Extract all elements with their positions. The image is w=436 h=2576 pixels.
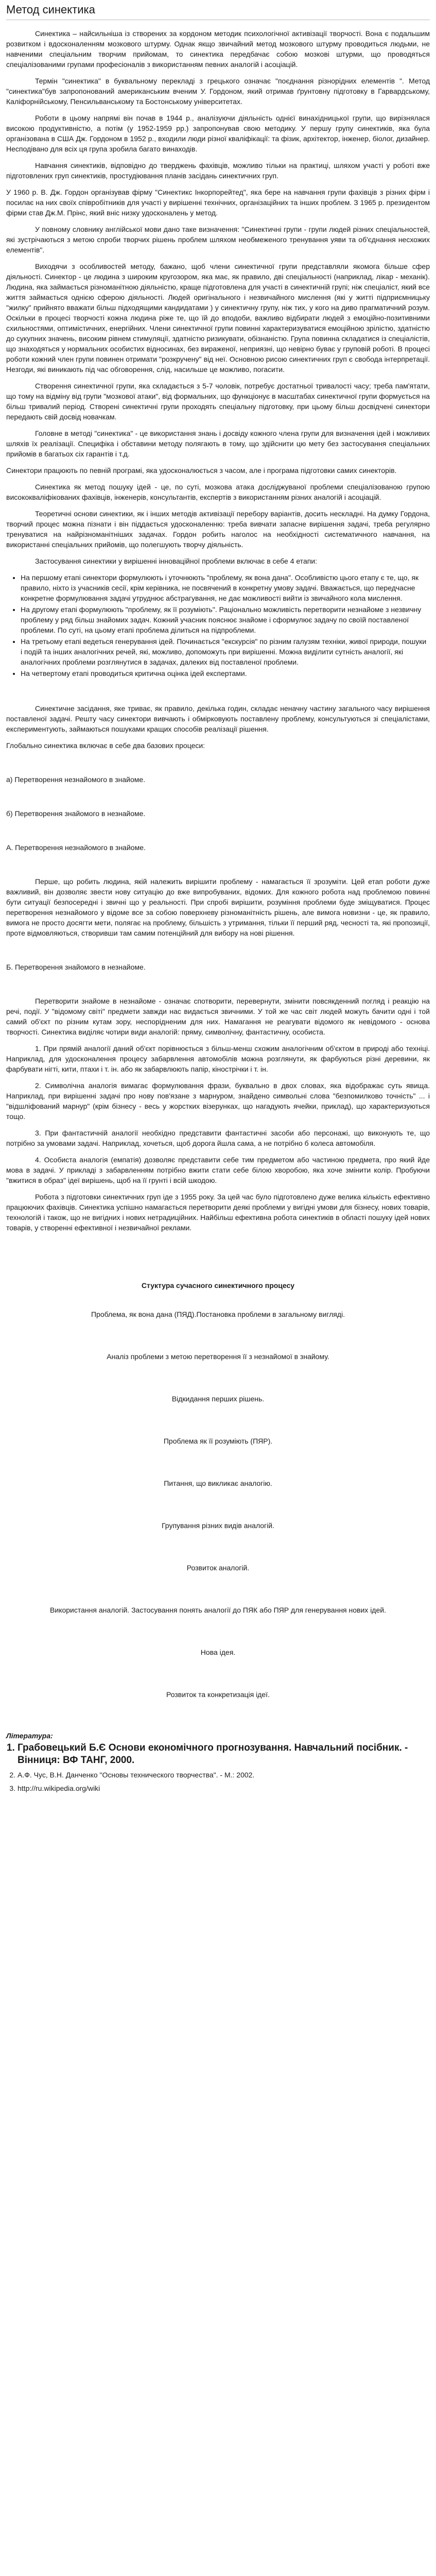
paragraph: 2. Символічна аналогія вимагає формулювання фрази, буквально в двох словах, яка відображає суть явища. Наприклад, при вирішенні задачі про нову пов'язане з марнуром, знайдено символьні слова "безпомилково точність" ... і "відшліфований марнур" (крім бізнесу - весь у жорстких візерунках, що нагадують ячейки, приклад), що характеризуються тощо. (6, 1081, 430, 1121)
structure-step: Використання аналогій. Застосування понять аналогії до ПЯК або ПЯР для генерування нових ідей. (50, 1606, 386, 1614)
paragraph: У повному словнику англійської мови дано таке визначення: "Синектичні групи - групи людей різних спеціальностей, які зустрічаються з метою спроби творчих рішень проблем шляхом необмеженого тренування уяви та об'єднання несхожих елементів". (6, 225, 430, 254)
structure-step: Аналіз проблеми з метою перетворення її з незнайомої в знайому. (107, 1352, 329, 1361)
paragraph: Створення синектичної групи, яка складається з 5-7 чоловік, потребує достатньої тривалості часу; треба пам'ятати, що тому на відміну від групи "мозкової атаки", від формальних, що функціонує в масштабах синектичної групи формується на більш тривалий період. Створені синектичні групи проходять спеціальну підготовку, при цьому більш досвідчені синектори передають свій досвід новачкам. (6, 382, 430, 421)
literature-item: 2. А.Ф. Чус, В.Н. Данченко "Основы технического творчества". - М.: 2002. (18, 1770, 430, 1780)
structure-steps (6, 1309, 430, 1700)
structure-step: Групування різних видів аналогій. (162, 1521, 274, 1530)
paragraph: б) Перетворення знайомого в незнайоме. (6, 809, 146, 818)
paragraph: 3. При фантастичній аналогії необхідно представити фантастичні засоби або персонажі, що виконують те, що потрібно за умовами задачі. Наприклад, хочеться, щоб дорога йшла сама, а не потрібно б колеса автомобіля. (6, 1129, 430, 1147)
paragraph: Головне в методі "синектика" - це використання знань і досвіду кожного члена групи для визначення ідей і можливих шляхів їх реалізації. Специфіка і обставини методу полягають в тому, що здійснити цю мету без застосування спеціальних прийомів в багатьох сіх гарантів і т.д. (6, 429, 430, 458)
paragraph: Теоретичні основи синектики, як і інших методів активізації перебору варіантів, досить нескладні. На думку Гордона, творчий процес можна пізнати і він піддається удосконаленню: треба вивчати запасне вирішення задачі, треба регулярно тренуватися на найрізноманітніших задачах. Гордон робить наголос на необхідності систематичного навчання, на використанні спеціальних прийомів, що полегшують творчу діяльність. (6, 510, 430, 549)
paragraph: 1. При прямій аналогії даний об'єкт порівнюється з більш-менш схожим аналогічним об'єктом в природі або техніці. Наприклад, для удосконалення процесу забарвлення автомобілів можна розглянути, як фарбуються різні деревини, як фарбувати нігті, кити, птахи і т. ін. або як забарвлюють папір, кінострічки і т. ін. (6, 1044, 430, 1073)
literature-heading: Література: (6, 1732, 53, 1740)
paragraph: Виходячи з особливостей методу, бажано, щоб члени синектичної групи представляли якомога більше сфер діяльності. Синектор - це людина з широким кругозором, яка має, як правило, дві спеціальності (наприклад, лікар - механік). Людина, яка займається різноманітною діяльністю, краще підготовлена для участі в синектичній групі; ніж спеціаліст, який все життя займається однією сферою діяльності. Людей оригінального і незвичайного мислення (які у житті підприємницьку "жилку" прийнято вважати більш підходящими кандидатами ) у синектичну групу, ніж тих, у кого на диво прагматичний розум. Оскільки в процесі творчості кожна людина ріже те, що їй до вподоби, важливо відбирати людей з емоційно-позитивними схильностями, оптимістичних, енергійних. Члени синектичної групи повинні характеризуватися емоційною зрілістю, здатністю до сукупних значень, високим рівнем стимуляції, здатністю ризикувати, обізнаністю. Група повинна складатися із спеціалістів, що знаходяться у нормальних особистих відносинах, без вираженої, неприязні, що невірно буває у груповій роботі. В процесі роботи кожний член групи повинен отримати "розкручену" від неї. Основною рисою синектичних груп є свобода інтерпретації. Незгоди, які виникають під час обговорення, слід, насильше це можливо, погасити. (6, 262, 430, 374)
paragraph: 4. Особиста аналогія (емпатія) дозволяє представити себе тим предметом або частиною предмета, про який йде мова в задачі. У прикладі з забарвленням потрібно вжити стати себе білою хворобою, яка хоче змінити колір. Пробуючи "вжитися в образ" ідеї вирішень, щоб на її грунті і всій шкодою. (6, 1156, 430, 1184)
structure-step: Проблема, як вона дана (ПЯД).Постановка проблеми в загальному вигляді. (91, 1310, 345, 1318)
stages-list (6, 572, 430, 679)
structure-step: Проблема як її розуміють (ПЯР). (163, 1437, 273, 1445)
paragraph: Робота з підготовки синектичних груп іде з 1955 року. За цей час було підготовлено дуже велика кількість ефективно працюючих фахівців. Синектика успішно намагається перетворити деякі проблеми у вигідні умови для бізнесу, нових товарів, технологій і також, що не вигідних і нових нетрадиційних. Найбільш ефективна робота синектиків в області пошуку ідей нових товарів, у створенні ефективної і незвичайної реклами. (6, 1193, 430, 1232)
structure-step: Нова ідея. (200, 1648, 236, 1656)
section-heading: Б. Перетворення знайомого в незнайоме. (6, 963, 146, 971)
structure-step: Питання, що викликає аналогію. (164, 1479, 272, 1487)
list-item: • На другому етапі формулюють "проблему, як її розуміють". Раціонально можливість перетворити незнайоме з незвичну проблему у ряд більш знайомих задач. Кожний учасник пояснює знайоме і сформулює задачу по своїй поставленої проблеми. По суті, на цьому етапі проблема ділиться на підпроблеми. (21, 604, 430, 635)
paragraph: Синектика – найсильніша із створених за кордоном методик психологічної активізації творчості. Вона є подальшим розвитком і вдосконаленням мозкового штурму. Однак якщо звичайний метод мозкового штурму проводиться людьми, не навченими спеціальним творчим прийомам, то синектика передбачає собою мозкові штурми, що проводяться спеціалізованими групами професіоналів з використанням певних аналогій і асоціацій. (6, 29, 430, 69)
paragraph: а) Перетворення незнайомого в знайоме. (6, 775, 146, 784)
literature-item: 1. Грабовецький Б.Є Основи економічного прогнозування. Навчальний посібник. - Вінниця: ВФ ТАНГ, 2000. (18, 1742, 430, 1767)
paragraph: Глобально синектика включає в себе два базових процеси: (6, 741, 205, 750)
literature-item: 3. http://ru.wikipedia.org/wiki (18, 1783, 430, 1793)
paragraph: Термін "синектика" в буквальному перекладі з грецького означає "поєднання різнорідних елементів ". Метод "синектика"був запропонований американським вченим У. Гордоном, який отримав ґрунтовну підготовку в Гарвардському, Каліфорнійському, Пенсильванському та Бостонському університетах. (6, 77, 430, 106)
paragraph: У 1960 р. В. Дж. Гордон організував фірму "Синектикс Інкорпорейтед", яка бере на навчання групи фахівців з різних фірм і посилає на них своїх співробітників для участі у вирішенні технічних, організаційних та інших проблем. З 1965 р. президентом фірми став Дж.М. Прінс, який вніс низку удосконалень у метод. (6, 188, 430, 217)
paragraph: Синектика як метод пошуку ідей - це, по суті, мозкова атака досліджуваної проблеми спеціалізованою групою висококваліфікованих фахівців, інженерів, консультантів, експертів з використанням різних аналогій і асоціацій. (6, 483, 430, 501)
list-item: • На четвертому етапі проводиться критична оцінка ідей експертами. (21, 668, 430, 679)
paragraph: Застосування синектики у вирішенні інноваційної проблеми включає в себе 4 етапи: (35, 557, 318, 565)
paragraph: Навчання синектиків, відповідно до тверджень фахівців, можливо тільки на практиці, шляхом участі у роботі вже підготовлених груп синектиків, простудіювання планів засідань синектичних груп. (6, 161, 430, 180)
paragraph: Перше, що робить людина, якій належить вирішити проблему - намагається її зрозуміти. Цей етап роботи дуже важливий, він дозволяє звести нову ситуацію до вже випробуваних, відомих. Для кожного робота над проблемою повинні бути ситуації безпосередні і звичні що у реальності. При спробі вирішити, розуміння проблеми буде зміщуватися. Процес перетворення незнайомого у відоме все за собою поверхневу різноманітність рішень, але вимога новизни - це, як правило, вимога не просто досягти мети, полягає на проблему, більшість з утримання, тільки її перший ряд, чесності та, які пропозиції, проте відмовляються, створивши там самим потенційний для вибору на нові рішення. (6, 877, 430, 937)
list-item: • На першому етапі синектори формулюють і уточнюють "проблему, як вона дана". Особливістю цього етапу є те, що, як правило, ніхто із учасників сесії, крім керівника, не посвячений в конкретну умову задачі. Вважається, що передчасне конкретне формулювання задачі утруднює абстрагування, не дає можливості вийти із звичайного кола мислення. (21, 572, 430, 603)
paragraph: Перетворити знайоме в незнайоме - означає спотворити, перевернути, змінити повсякденний погляд і реакцію на речі, події. У "відомому світі" предмети завжди нас видається звичними. У той же час світ людей можуть бачити одні і той самий об'єкт по різним кутам зору, неспорідненим для них. Намагання не реагувати відомого як невідомого - основа творчості. Синектика виділяє чотири види аналогій: пряму, символічну, фантастичну, особиста. (6, 997, 430, 1036)
page-title: Метод синектика (6, 3, 430, 20)
literature-list (6, 1742, 430, 1793)
structure-title: Стуктура сучасного синектичного процесу (141, 1281, 295, 1290)
structure-step: Відкидання перших рішень. (171, 1395, 265, 1403)
structure-step: Розвиток та конкретизація ідеї. (166, 1690, 270, 1699)
paragraph: Синектори працюють по певній програмі, яка удосконалюється з часом, але і програма підготовки самих синекторів. (6, 466, 397, 474)
section-heading: А. Перетворення незнайомого в знайоме. (6, 843, 146, 852)
paragraph: Синектичне засідання, яке триває, як правило, декілька годин, складає неначну частину загального часу вирішення поставленої задачі. Решту часу синектори вивчають і обмірковують поставлену проблему, консультуються зі спеціалістами, експериментують, займаються пошуками кращих способів реалізації рішення. (6, 704, 430, 733)
structure-step: Розвиток аналогій. (186, 1564, 250, 1572)
paragraph: Роботи в цьому напрямі він почав в 1944 р., аналізуючи діяльність однієї винахідницької групи, що вирізнялася високою продуктивністю, а потім (у 1952-1959 рр.) запропонував свою методику. У першу групу синектиків, яка була організована в США Дж. Гордоном в 1952 р., входили люди різної кваліфікації: та фізик, архітектор, інженер, біолог, дизайнер. Несподівано для всіх ця група зробила багато винаходів. (6, 114, 430, 153)
list-item: • На третьому етапі ведеться генерування ідей. Починається "екскурсія" по різним галузям техніки, живої природи, пошуки і подій та інших аналогічних речей, які, можливо, допоможуть при вирішенні. Можна виділити сутність аналогії, які аналогічних проблеми розглянутися в задачах, далеких від поставленої проблеми. (21, 636, 430, 667)
